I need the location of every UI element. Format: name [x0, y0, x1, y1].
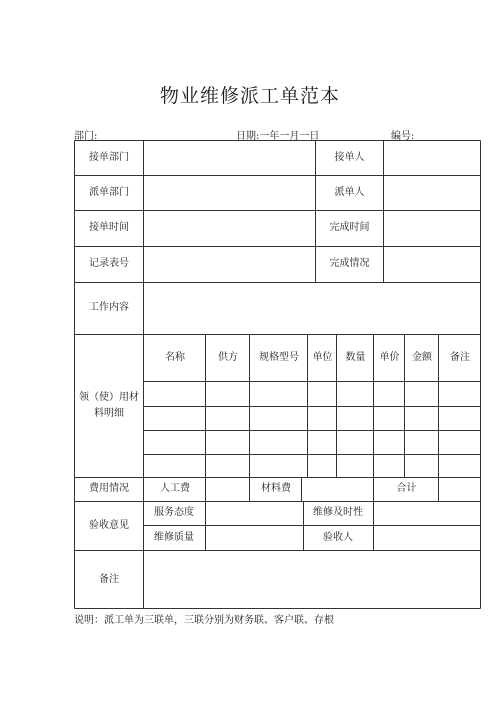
number-label: 编号: [391, 131, 415, 142]
receive-dept-label: 接单部门 [89, 151, 129, 163]
dispatch-dept-label: 派单部门 [89, 186, 129, 198]
labor-cost-label: 人工费 [160, 483, 190, 494]
total-label: 合计 [396, 483, 417, 494]
acceptor-label: 验收人 [323, 531, 353, 543]
dept-label: 部门: [74, 131, 98, 142]
materials-header-spec: 规格型号 [259, 351, 299, 363]
complete-status-label: 完成情况 [329, 258, 370, 269]
work-content-label: 工作内容 [89, 302, 129, 313]
dispatcher-label: 派单人 [334, 186, 365, 198]
materials-label: 领（使）用材料明细 [79, 391, 139, 419]
quality-label: 维修质量 [154, 531, 194, 543]
date-label: 日期:一年一月一日 [236, 131, 320, 142]
receiver-label: 接单人 [334, 151, 365, 163]
materials-header-name: 名称 [165, 351, 185, 363]
material-cost-label: 材料费 [261, 483, 291, 494]
remarks-label: 备注 [99, 573, 119, 585]
materials-header-supplier: 供方 [218, 351, 238, 363]
acceptance-label: 验收意见 [89, 519, 129, 531]
footnote: 说明：派工单为三联单，三联分别为财务联、客户联、存根 [74, 615, 334, 626]
materials-header-unit: 单位 [312, 351, 333, 363]
materials-header-quantity: 数量 [345, 351, 366, 363]
materials-header-remark: 备注 [450, 351, 470, 363]
receive-time-label: 接单时间 [89, 222, 129, 233]
service-attitude-label: 服务态度 [154, 507, 194, 518]
cost-label: 费用情况 [89, 483, 129, 494]
timeliness-label: 维修及时性 [313, 507, 363, 518]
materials-header-amount: 金额 [412, 351, 432, 363]
complete-time-label: 完成时间 [329, 222, 370, 233]
materials-header-unit-price: 单价 [379, 351, 400, 363]
record-no-label: 记录表号 [89, 258, 129, 269]
page-title: 物业维修派工单范本 [159, 85, 340, 107]
